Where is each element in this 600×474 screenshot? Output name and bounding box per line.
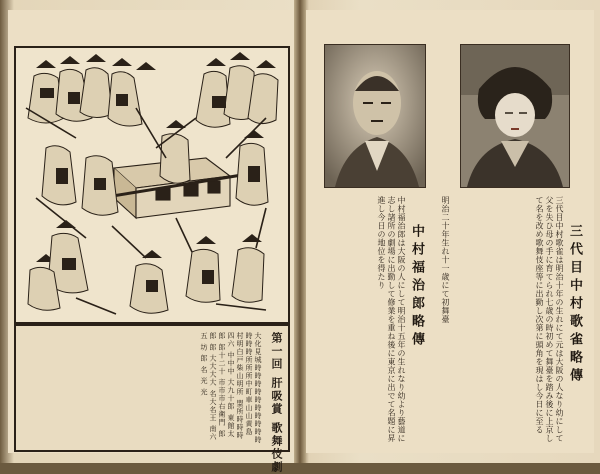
woodblock-print-illustration bbox=[14, 46, 290, 324]
cast-caption-box bbox=[14, 324, 290, 474]
left-page bbox=[8, 10, 294, 474]
caption-cast-list: 大化見城時時時時時時時時時時時時時所所所中町車山山黄島 村明白戸柴山明所 盟所時時時四六 中中中 大九十郎 東館太郎 郎十二十 市市市右衛門 郎 郎 郎 大大大大 名大名王 南六五 坊 郎 名 光 光 bbox=[200, 332, 262, 444]
body-text-middle: 明治二十年生れ十一歳にて初舞臺 bbox=[441, 196, 450, 324]
book-gutter bbox=[294, 0, 306, 463]
body-text-utasuzume: 三代目中村歌雀は明治十年の生れにて元は大阪の人なり幼にして父を失ひ母の手に育てられ七歳の時初めて舞臺を踏み後に上京して名を改め歌舞伎座等に出勤し次第に頭角を現はし今日に至る bbox=[535, 196, 564, 443]
right-page bbox=[306, 10, 594, 453]
portrait-photo-elder bbox=[324, 44, 426, 188]
heading-fukujiro-biography: 中村福治郎略傳 bbox=[409, 224, 424, 350]
heading-utasuzume-biography: 三代目中村歌雀略傳 bbox=[567, 224, 582, 386]
caption-title: 第一回 肝吸賞 歌舞伎劇 bbox=[270, 332, 283, 474]
body-text-fukujiro: 中村福治郎は大阪の人にして明治十五年の生れなり幼より藝道に志し諸所の劇場に出勤して修業を重ね後に東京に出でて名題に昇進し今日の地位を得たり bbox=[377, 196, 406, 443]
portrait-photo-onnagata bbox=[460, 44, 570, 188]
